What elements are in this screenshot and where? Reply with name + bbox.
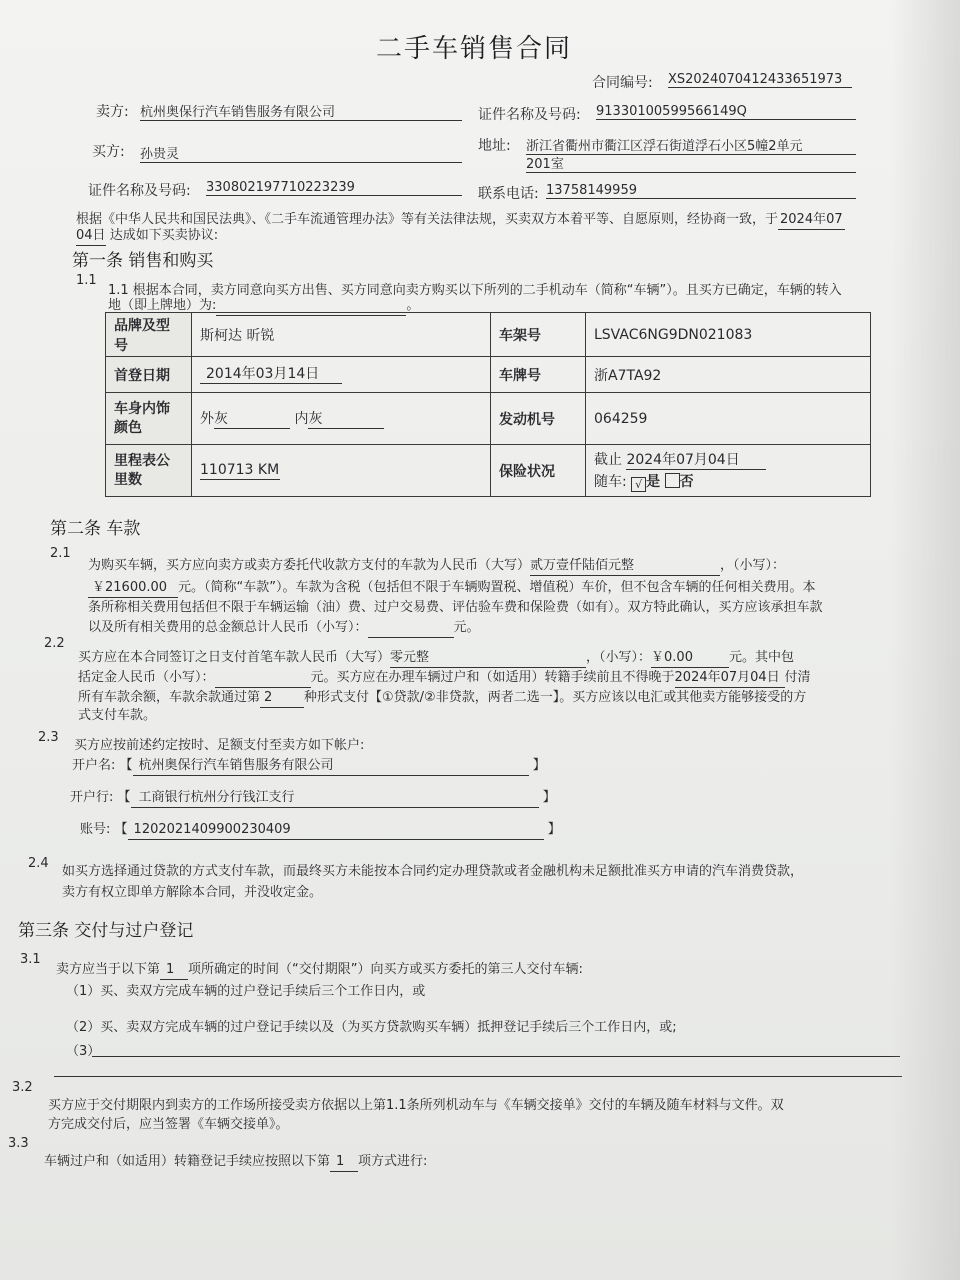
account-number-value: 1202021409900230409 [128,821,544,840]
reg-date-cell [192,357,491,393]
seller-cert-value: 91330100599566149Q [596,104,856,120]
option3-blank-line-2 [54,1076,902,1077]
contract-no-label: 合同编号: [592,75,653,91]
preamble-date-b: 04日 [76,227,106,246]
clause-3-1-number: 3.1 [20,952,41,967]
clause-3-1-line1: 卖方应当于以下第 1 项所确定的时间（“交付期限”）向买方或买方委托的第三人交付车辆: [56,958,583,980]
color-cell: 外灰 内灰 [192,393,491,445]
buyer-cert-label: 证件名称及号码: [88,183,191,199]
vin-value: LSVAC6NG9DN021083 [586,313,871,357]
preamble-date-a: 2024年07 [778,211,845,230]
transfer-item-value: 1 [330,1153,358,1172]
clause-3-1-option1: （1）买、卖双方完成车辆的过户登记手续后三个工作日内，或 [66,984,426,999]
table-row [106,393,871,445]
insurance-until-value: 2024年07月04日 [626,451,766,470]
delivery-item-value: 1 [160,961,188,980]
clause-1-1-number: 1.1 [76,273,97,288]
clause-3-2-line1: 买方应于交付期限内到卖方的工作场所接受卖方依据以上第1.1条所列机动车与《车辆交接单》交付的车辆及随车材料与文件。双 [48,1098,784,1113]
exterior-color-value: 灰 [214,410,290,429]
address-label: 地址: [478,138,511,154]
account-name-row: 开户名: 【 杭州奥保行汽车销售服务有限公司 】 [72,754,546,776]
odometer-cell [192,445,491,497]
buyer-cert-value: 330802197710223239 [206,180,462,196]
clause-2-4-line1: 如买方选择通过贷款的方式支付车款，而最终买方未能按本合同约定办理贷款或者金融机构未足额批准买方申请的汽车消费贷款， [62,864,804,879]
account-name-value: 杭州奥保行汽车销售服务有限公司 [133,757,529,776]
insurance-no-checkbox[interactable] [665,473,680,488]
address-line-2: 201室 [526,153,856,173]
table-row [106,445,871,497]
clause-3-2-line2: 方完成交付后，应当签署《车辆交接单》。 [48,1117,289,1132]
clause-2-1-line4: 以及所有相关费用的总金额总计人民币（小写）： 元。 [88,616,480,638]
balance-due-date: 2024年07月04日 [675,669,785,688]
seller-label: 卖方: [96,104,129,120]
clause-3-3-line1: 车辆过户和（如适用）转籍登记手续应按照以下第 1 项方式进行: [44,1150,427,1172]
clause-2-4-line2: 卖方有权立即单方解除本合同，并没收定金。 [62,885,323,900]
insurance-label: 保险状况 [491,445,586,497]
price-lowercase: ￥21600.00 [88,579,178,598]
payment-method-value: 2 [260,689,304,708]
phone-label: 联系电话: [478,186,539,202]
total-amount-blank [368,619,454,638]
first-payment-uppercase: 零元整 [390,649,586,668]
interior-color-value: 灰 [308,410,384,429]
table-row [106,357,871,393]
clause-2-4-number: 2.4 [28,856,49,871]
clause-2-1-line3: 条所称相关费用包括但不限于车辆运输（油）费、过户交易费、评估验车费和保险费（如有）。双方特此确认，买方应该承担车款 [88,600,823,615]
table-row [106,313,871,357]
clause-2-2-line3: 所有车款余额，车款余款通过第 2 种形式支付【①贷款/②非贷款，两者二选一】。买方应该以电汇或其他卖方能够接受的方 [78,686,806,708]
engine-label: 发动机号 [491,393,586,445]
document-title: 二手车销售合同 [376,34,573,64]
plate-label: 车牌号 [491,357,586,393]
reg-date-label: 首登日期 [106,357,192,393]
clause-2-2-line2: 括定金人民币（小写）： 元。买方应在办理车辆过户和（如适用）转籍手续前且不得晚于2024年07月04日 付清 [78,666,811,688]
clause-2-2-line1: 买方应在本合同签订之日支付首笔车款人民币（大写）零元整 ，（小写）：￥0.00 元。其中包 [78,646,794,668]
clause-2-2-number: 2.2 [44,636,65,651]
seller-value: 杭州奥保行汽车销售服务有限公司 [140,101,462,121]
clause-2-1-number: 2.1 [50,546,71,561]
clause-2-1-line2: ￥21600.00 元。（简称“车款”）。车款为含税（包括但不限于车辆购置税、增值税）车价，但不包含车辆的任何相关费用。本 [88,576,815,598]
clause-2-1-line1: 为购买车辆，买方应向卖方或卖方委托代收款方支付的车款为人民币（大写）贰万壹仟陆佰元整 ，（小写）： [88,554,785,576]
clause-3-1-option2: （2）买、卖双方完成车辆的过户登记手续以及（为买方贷款购买车辆）抵押登记手续后三个工作日内，或; [66,1020,677,1035]
vehicle-info-table [105,312,871,497]
vin-label: 车架号 [491,313,586,357]
clause-1-1-line1: 1.1 根据本合同，卖方同意向买方出售、买方同意向卖方购买以下所列的二手机动车（简称“车辆”）。且买方已确定，车辆的转入 [108,283,842,298]
account-bank-row: 开户行: 【 工商银行杭州分行钱江支行 】 [70,786,556,808]
buyer-label: 买方: [92,144,125,160]
clause-2-3-number: 2.3 [38,730,59,745]
phone-value: 13758149959 [546,183,856,199]
account-bank-value: 工商银行杭州分行钱江支行 [131,789,539,808]
odometer-value: 110713 KM [200,462,280,478]
preamble-text-2: 04日 达成如下买卖协议: [76,224,218,246]
article-2-title: 第二条 车款 [50,519,141,539]
clause-1-1-line2: 地（即上牌地）为: 。 [108,294,419,316]
price-uppercase: 贰万壹仟陆佰元整 [530,557,720,576]
brand-label: 品牌及型号 [106,313,192,357]
seller-cert-label: 证件名称及号码: [478,107,581,123]
address-line-1: 浙江省衢州市衢江区浮石街道浮石小区5幢2单元 [526,135,856,155]
article-3-title: 第三条 交付与过户登记 [18,921,194,941]
reg-date-value: 2014年03月14日 [200,365,342,384]
account-number-row: 账号: 【 1202021409900230409 】 [80,818,561,840]
clause-2-2-line4: 式支付车款。 [78,708,157,723]
buyer-value: 孙贵灵 [140,143,462,163]
clause-3-2-number: 3.2 [12,1080,33,1095]
article-1-title: 第一条 销售和购买 [72,251,214,271]
insurance-cell: 截止 2024年07月04日 随车: √ 是 否 [586,445,871,497]
engine-value: 064259 [586,393,871,445]
plate-value: 浙A7TA92 [586,357,871,393]
preamble-text: 根据《中华人民共和国民法典》、《二手车流通管理办法》等有关法律法规，买卖双方本着平等、自愿原则，经协商一致，于 2024年07 [76,208,845,230]
first-payment-lowercase: ￥0.00 [651,649,729,668]
clause-3-1-option3: （3） [66,1044,101,1059]
insurance-yes-checkbox[interactable]: √ [631,477,646,492]
option3-blank-line-1 [92,1056,900,1057]
contract-no-value: XS2024070412433651973 [668,72,852,88]
odometer-label: 里程表公里数 [106,445,192,497]
brand-value: 斯柯达 昕锐 [192,313,491,357]
color-label: 车身内饰颜色 [106,393,192,445]
clause-2-3-line1: 买方应按前述约定按时、足额支付至卖方如下帐户: [74,738,365,753]
clause-3-3-number: 3.3 [8,1136,29,1151]
